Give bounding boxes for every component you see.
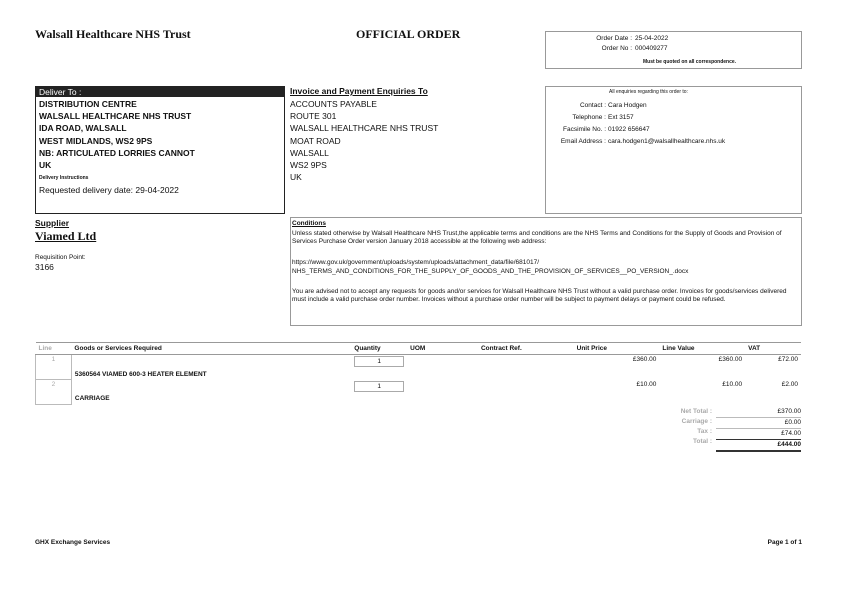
enquiries-heading: All enquiries regarding this order to: bbox=[609, 89, 688, 95]
enquiries-labels bbox=[549, 100, 606, 148]
fax-number: 01922 656647 bbox=[608, 126, 650, 133]
address-line: NB: ARTICULATED LORRIES CANNOT bbox=[39, 147, 195, 158]
email-label: Email Address : bbox=[560, 138, 606, 145]
table-header-row bbox=[36, 343, 802, 355]
row-qty-cell bbox=[351, 355, 407, 370]
col-uom: UOM bbox=[407, 343, 478, 355]
quote-note: Must be quoted on all correspondence. bbox=[643, 59, 737, 65]
row-vat: £2.00 bbox=[781, 380, 798, 388]
col-contract: Contract Ref. bbox=[478, 343, 574, 355]
row-description: CARRIAGE bbox=[74, 395, 110, 403]
invoice-address bbox=[290, 98, 438, 183]
table-row-desc bbox=[36, 370, 802, 380]
row-unit-price: £360.00 bbox=[632, 356, 657, 363]
invoice-line: MOAT ROAD bbox=[290, 135, 341, 146]
totals-labels bbox=[640, 407, 712, 447]
col-quantity: Quantity bbox=[351, 343, 407, 355]
invoice-label: Invoice and Payment Enquiries To bbox=[290, 86, 428, 96]
invoice-line: ACCOUNTS PAYABLE bbox=[290, 99, 377, 109]
order-info-box bbox=[545, 31, 802, 69]
page-number: Page 1 of 1 bbox=[767, 539, 802, 546]
row-line-value: £10.00 bbox=[722, 380, 743, 388]
col-line-value: Line Value bbox=[659, 343, 745, 355]
col-unit-price: Unit Price bbox=[574, 343, 660, 355]
totals-values bbox=[716, 407, 801, 452]
conditions-label: Conditions bbox=[292, 220, 326, 227]
deliver-to-box bbox=[35, 86, 285, 214]
order-date: 25-04-2022 bbox=[635, 35, 669, 42]
carriage-total: £0.00 bbox=[716, 418, 801, 429]
address-line: IDA ROAD, WALSALL bbox=[39, 123, 127, 134]
row-quantity: 1 bbox=[354, 356, 404, 367]
invoice-line: ROUTE 301 bbox=[290, 111, 337, 122]
row-uom bbox=[407, 355, 478, 370]
col-line: Line bbox=[36, 343, 72, 355]
conditions-box bbox=[290, 217, 802, 326]
conditions-url-2[interactable]: NHS_TERMS_AND_CONDITIONS_FOR_THE_SUPPLY_OF_GOODS_AND_THE_PROVISION_OF_SERVICES__PO_VERSION_.docx bbox=[292, 268, 689, 275]
footer-left: GHX Exchange Services bbox=[35, 539, 111, 546]
invoice-line: WALSALL HEALTHCARE NHS TRUST bbox=[290, 123, 439, 134]
row-spacer bbox=[71, 355, 351, 370]
tax-total: £74.00 bbox=[716, 429, 801, 440]
net-total-label: Net Total : bbox=[680, 408, 712, 415]
address-line: WALSALL HEALTHCARE NHS TRUST bbox=[39, 111, 192, 122]
supplier-name: Viamed Ltd bbox=[35, 229, 97, 243]
order-items-table bbox=[35, 342, 801, 405]
deliver-to-label: Deliver To : bbox=[36, 87, 284, 97]
requested-delivery-date: Requested delivery date: 29-04-2022 bbox=[39, 185, 179, 195]
table-row bbox=[36, 355, 802, 370]
net-total: £370.00 bbox=[716, 407, 801, 418]
row-contract bbox=[478, 380, 574, 395]
requisition-point: 3166 bbox=[35, 262, 54, 272]
supplier-label: Supplier bbox=[35, 218, 70, 228]
row-vat: £72.00 bbox=[778, 356, 798, 363]
deliver-to-address bbox=[39, 98, 195, 171]
row-qty-cell bbox=[351, 380, 407, 395]
telephone-label: Telephone : bbox=[572, 114, 606, 121]
address-line: DISTRIBUTION CENTRE bbox=[39, 99, 137, 109]
col-vat: VAT bbox=[745, 343, 801, 355]
enquiries-box bbox=[545, 86, 802, 214]
telephone: Ext 3157 bbox=[608, 114, 634, 121]
address-line: UK bbox=[39, 160, 52, 171]
row-line-number: 2 bbox=[36, 380, 72, 405]
conditions-url-1[interactable]: https://www.gov.uk/government/uploads/system/uploads/attachment_data/file/681017/ bbox=[292, 259, 540, 266]
address-line: WEST MIDLANDS, WS2 9PS bbox=[39, 135, 153, 146]
contact-label: Contact : bbox=[579, 102, 606, 109]
fax-label: Facsimile No. : bbox=[563, 126, 606, 133]
invoice-line: WS2 9PS bbox=[290, 160, 327, 171]
carriage-label: Carriage : bbox=[681, 418, 712, 425]
grand-total: £444.00 bbox=[716, 440, 801, 452]
col-goods: Goods or Services Required bbox=[71, 343, 351, 355]
order-no-label: Order No : bbox=[601, 45, 632, 52]
order-date-label: Order Date : bbox=[596, 35, 632, 42]
row-description: 5360564 VIAMED 600-3 HEATER ELEMENT bbox=[74, 370, 207, 378]
table-row bbox=[36, 380, 802, 395]
invoice-line: UK bbox=[290, 172, 302, 183]
invoice-line: WALSALL bbox=[290, 147, 329, 158]
table-row-desc bbox=[36, 394, 802, 404]
total-label: Total : bbox=[692, 438, 712, 445]
row-spacer bbox=[71, 380, 351, 395]
tax-label: Tax : bbox=[697, 428, 712, 435]
conditions-para-1: Unless stated otherwise by Walsall Healthcare NHS Trust,the applicable terms and conditions are the NHS Terms and Conditions for the Supply of Goods and Provision of Services Purchase Order version January 2018 accessible at the following web address: bbox=[292, 230, 782, 246]
row-quantity: 1 bbox=[354, 381, 404, 392]
delivery-instructions-label: Delivery Instructions bbox=[39, 175, 89, 181]
contact-name: Cara Hodgen bbox=[608, 102, 647, 109]
trust-name: Walsall Healthcare NHS Trust bbox=[35, 27, 191, 41]
enquiries-values bbox=[608, 100, 725, 148]
order-number: 000409277 bbox=[635, 45, 668, 52]
requisition-label: Requisition Point: bbox=[35, 254, 86, 261]
document-title: OFFICIAL ORDER bbox=[356, 27, 461, 41]
row-unit-price: £10.00 bbox=[636, 380, 657, 388]
row-contract bbox=[478, 355, 574, 370]
conditions-para-2: You are advised not to accept any requests for goods and/or services for Walsall Healthcare NHS Trust without a valid purchase order. Invoices for goods/services delivered must include a valid purchase order number. Invoices without a purchase order number will be subject to payment delays or payment could be refused. bbox=[292, 288, 787, 304]
row-line-value: £360.00 bbox=[718, 356, 743, 363]
email-address[interactable]: cara.hodgen1@walsallhealthcare.nhs.uk bbox=[608, 138, 726, 145]
row-line-number: 1 bbox=[36, 355, 72, 380]
row-uom bbox=[407, 380, 478, 395]
